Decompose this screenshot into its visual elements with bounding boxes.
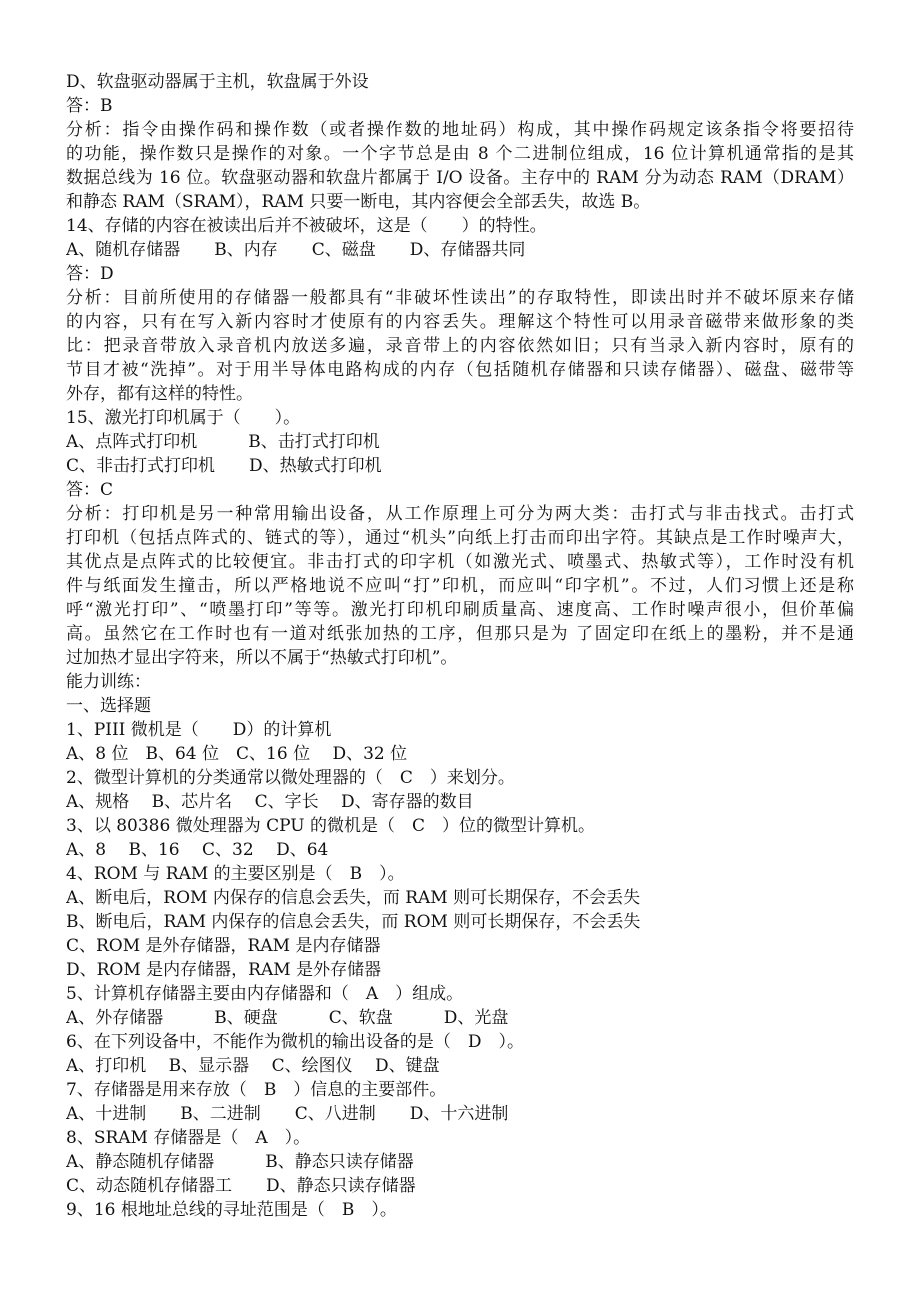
analysis-paragraph-line: 的功能，操作数只是操作的对象。一个字节总是由 8 个二进制位组成，16 位计算机通常指的是其 [66, 144, 854, 164]
question-line: 15、激光打印机属于（ ）。 [66, 408, 301, 428]
analysis-paragraph-line: 数据总线为 16 位。软盘驱动器和软盘片都属于 I/O 设备。主存中的 RAM 分为动态 RAM（DRAM） [66, 168, 854, 188]
analysis-paragraph-line: 分析：目前所使用的存储器一般都具有“非破坏性读出”的存取特性，即读出时并不破坏原来存储 [66, 288, 854, 308]
analysis-paragraph-line: 分析：指令由操作码和操作数（或者操作数的地址码）构成，其中操作码规定该条指令将要招待 [66, 120, 854, 140]
answer-line: 答：B [66, 96, 113, 116]
analysis-paragraph-line: 和静态 RAM（SRAM），RAM 只要一断电，其内容便会全部丢失，故选 B。 [66, 192, 651, 212]
analysis-paragraph-line: 分析：打印机是另一种常用输出设备，从工作原理上可分为两大类：击打式与非击找式。击打式 [66, 504, 854, 524]
section-heading: 能力训练： [66, 672, 151, 692]
analysis-paragraph-line: 外存，都有这样的特性。 [66, 384, 253, 404]
option-line: A、打印机 B、显示器 C、绘图仪 D、键盘 [66, 1056, 440, 1076]
answer-line: 答：D [66, 264, 114, 284]
option-line: A、随机存储器 B、内存 C、磁盘 D、存储器共同 [66, 240, 526, 260]
analysis-paragraph-line: 呼“激光打印”、“喷墨打印”等等。激光打印机印刷质量高、速度高、工作时噪声很小，但价革偏 [66, 600, 854, 620]
analysis-paragraph-line: 打印机（包括点阵式的、链式的等），通过“机头”向纸上打击而印出字符。其缺点是工作时噪声大， [66, 528, 854, 548]
option-line: C、非击打式打印机 D、热敏式打印机 [66, 456, 382, 476]
question-line: 7、存储器是用来存放（ B ）信息的主要部件。 [66, 1080, 447, 1100]
option-line: A、断电后，ROM 内保存的信息会丢失，而 RAM 则可长期保存，不会丢失 [66, 888, 641, 908]
analysis-paragraph-line: 其优点是点阵式的比较便宜。非击打式的印字机（如激光式、喷墨式、热敏式等），工作时没有机 [66, 552, 854, 572]
question-line: 1、PIII 微机是（ D）的计算机 [66, 720, 332, 740]
question-line: 6、在下列设备中，不能作为微机的输出设备的是（ D ）。 [66, 1032, 524, 1052]
analysis-paragraph-line: 节目才被“洗掉”。对于用半导体电路构成的内存（包括随机存储器和只读存储器）、磁盘、磁带等 [66, 360, 854, 380]
question-line: 4、ROM 与 RAM 的主要区别是（ B ）。 [66, 864, 405, 884]
option-line: A、静态随机存储器 B、静态只读存储器 [66, 1152, 414, 1172]
option-line: A、外存储器 B、硬盘 C、软盘 D、光盘 [66, 1008, 509, 1028]
analysis-paragraph-line: 的内容，只有在写入新内容时才使原有的内容丢失。理解这个特性可以用录音磁带来做形象的类 [66, 312, 854, 332]
option-line: D、软盘驱动器属于主机，软盘属于外设 [66, 72, 369, 92]
option-line: A、规格 B、芯片名 C、字长 D、寄存器的数目 [66, 792, 474, 812]
option-line: D、ROM 是内存储器，RAM 是外存储器 [66, 960, 382, 980]
question-line: 3、以 80386 微处理器为 CPU 的微机是（ C ）位的微型计算机。 [66, 816, 595, 836]
option-line: A、8 位 B、64 位 C、16 位 D、32 位 [66, 744, 408, 764]
option-line: C、ROM 是外存储器，RAM 是内存储器 [66, 936, 381, 956]
analysis-paragraph-line: 过加热才显出字符来，所以不属于“热敏式打印机”。 [66, 648, 458, 668]
question-line: 2、微型计算机的分类通常以微处理器的（ C ）来划分。 [66, 768, 515, 788]
option-line: A、十进制 B、二进制 C、八进制 D、十六进制 [66, 1104, 509, 1124]
question-line: 8、SRAM 存储器是（ A ）。 [66, 1128, 311, 1148]
question-line: 14、存储的内容在被读出后并不被破坏，这是（ ）的特性。 [66, 216, 547, 236]
answer-line: 答：C [66, 480, 114, 500]
analysis-paragraph-line: 高。虽然它在工作时也有一道对纸张加热的工序，但那只是为 了固定印在纸上的墨粉，并不是通 [66, 624, 854, 644]
question-line: 5、计算机存储器主要由内存储器和（ A ）组成。 [66, 984, 464, 1004]
analysis-paragraph-line: 件与纸面发生撞击，所以严格地说不应叫“打”印机，而应叫“印字机”。不过，人们习惯上还是称 [66, 576, 854, 596]
option-line: A、点阵式打印机 B、击打式打印机 [66, 432, 380, 452]
section-heading: 一、选择题 [66, 696, 151, 716]
option-line: B、断电后，RAM 内保存的信息会丢失，而 ROM 则可长期保存，不会丢失 [66, 912, 641, 932]
question-line: 9、16 根地址总线的寻址范围是（ B ）。 [66, 1200, 397, 1220]
option-line: A、8 B、16 C、32 D、64 [66, 840, 329, 860]
analysis-paragraph-line: 比：把录音带放入录音机内放送多遍，录音带上的内容依然如旧；只有当录入新内容时，原有的 [66, 336, 854, 356]
option-line: C、动态随机存储器工 D、静态只读存储器 [66, 1176, 416, 1196]
